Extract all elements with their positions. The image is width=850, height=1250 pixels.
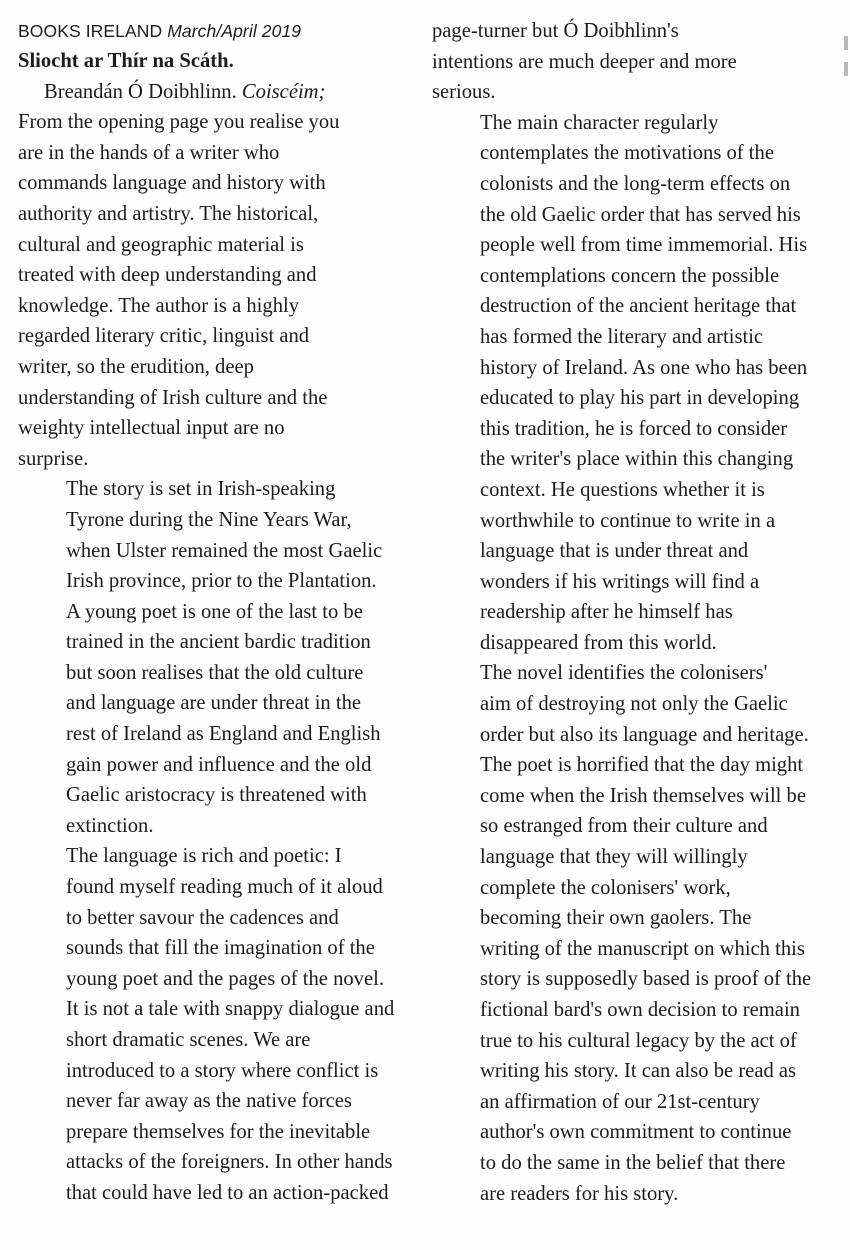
text-line: regarded literary critic, linguist and [18,325,310,348]
article-paragraph [432,16,812,108]
text-line: are readers for his story. [480,1182,679,1205]
text-line: Gaelic aristocracy is threatened with [66,784,367,807]
text-line: prepare themselves for the inevitable [66,1120,371,1143]
text-line: colonists and the long-term effects on [480,172,791,195]
page-edge-mark [844,36,848,50]
text-line: when Ulster remained the most Gaelic [66,539,383,562]
text-line: language that they will willingly [480,846,748,869]
book-publisher: Coiscéim; [241,80,326,103]
text-line: come when the Irish themselves will be [480,784,806,807]
text-line: but soon realises that the old culture [66,661,364,684]
text-line: cultural and geographic material is [18,233,304,256]
right-column [432,16,812,1209]
text-line: extinction. [66,814,154,837]
text-line: From the opening page you realise you [18,111,340,134]
text-line: readership after he himself has [480,601,733,624]
text-line: The language is rich and poetic: I [66,845,342,868]
text-line: to do the same in the belief that there [480,1151,786,1174]
text-line: understanding of Irish culture and the [18,386,328,409]
review-title: Sliocht ar Thír na Scáth. [18,50,234,72]
text-line: commands language and history with [18,172,326,195]
text-line: that could have led to an action-packed [66,1181,389,1204]
text-line: story is supposedly based is proof of the [480,968,812,991]
text-line: true to his cultural legacy by the act of [480,1029,797,1052]
text-line: order but also its language and heritage. [480,723,809,746]
text-line: The story is set in Irish-speaking [66,478,336,501]
text-line: knowledge. The author is a highly [18,294,300,317]
text-line: becoming their own gaolers. The [480,907,752,930]
page-edge-mark [844,62,848,76]
article-paragraph [18,474,402,841]
text-line: people well from time immemorial. His [480,234,808,257]
article-paragraph [432,658,812,1209]
text-line: sounds that fill the imagination of the [66,937,375,960]
text-line: It is not a tale with snappy dialogue and [66,998,395,1021]
text-line: are in the hands of a writer who [18,141,280,164]
text-line: The poet is horrified that the day might [480,754,804,777]
text-line: serious. [432,81,496,104]
text-line: writing his story. It can also be read as [480,1060,797,1083]
text-line: aim of destroying not only the Gaelic [480,693,788,716]
text-line: disappeared from this world. [480,631,717,654]
text-line: introduced to a story where conflict is [66,1059,379,1082]
text-line: contemplations concern the possible [480,264,780,287]
text-line: The novel identifies the colonisers' [480,662,768,685]
text-line: author's own commitment to continue [480,1121,792,1144]
text-line: treated with deep understanding and [18,264,317,287]
text-line: A young poet is one of the last to be [66,600,363,623]
text-line: writing of the manuscript on which this [480,937,805,960]
text-line: to better savour the cadences and [66,906,339,929]
text-line: rest of Ireland as England and English [66,723,381,746]
text-line: young poet and the pages of the novel. [66,967,384,990]
text-line: context. He questions whether it is [480,478,765,501]
right-column-body [432,16,812,1209]
left-column-body [18,107,402,1208]
text-line: found myself reading much of it aloud [66,876,383,899]
text-line: page-turner but Ó Doibhlinn's [432,20,679,42]
text-line: attacks of the foreigners. In other hands [66,1151,393,1174]
text-line: weighty intellectual input are no [18,417,285,440]
text-line: short dramatic scenes. We are [66,1029,311,1051]
text-line: never far away as the native forces [66,1090,352,1113]
text-line: destruction of the ancient heritage that [480,295,797,318]
text-line: surprise. [18,447,89,470]
text-line: this tradition, he is forced to consider [480,417,788,440]
text-line: the writer's place within this changing [480,448,794,471]
left-column [18,16,402,1209]
text-line: history of Ireland. As one who has been [480,356,808,379]
review-byline [18,77,402,108]
text-line: complete the colonisers' work, [480,876,731,899]
text-line: educated to play his part in developing [480,387,800,410]
text-line: trained in the ancient bardic tradition [66,631,371,654]
text-line: The main character regularly [480,111,719,134]
text-line: Irish province, prior to the Plantation. [66,570,377,593]
publication-name: BOOKS IRELAND [18,21,163,41]
text-line: has formed the literary and artistic [480,325,764,348]
text-line: language that is under threat and [480,540,749,563]
text-line: an affirmation of our 21st-century [480,1090,760,1113]
text-line: contemplates the motivations of the [480,142,774,165]
book-author: Breandán Ó Doibhlinn. [44,80,237,103]
text-line: Tyrone during the Nine Years War, [66,508,352,531]
text-line: gain power and influence and the old [66,753,372,776]
text-line: fictional bard's own decision to remain [480,999,800,1021]
issue-date: March/April 2019 [167,21,302,41]
text-line: so estranged from their culture and [480,815,768,838]
text-line: intentions are much deeper and more [432,50,737,73]
text-line: writer, so the erudition, deep [18,355,254,378]
text-line: authority and artistry. The historical, [18,202,319,225]
text-line: worthwhile to continue to write in a [480,509,776,532]
text-line: the old Gaelic order that has served his [480,203,801,226]
page-header [18,16,402,46]
article-paragraph [18,107,402,474]
text-line: wonders if his writings will find a [480,570,760,593]
article-paragraph [432,108,812,659]
text-line: and language are under threat in the [66,692,362,715]
article-paragraph [18,841,402,1208]
